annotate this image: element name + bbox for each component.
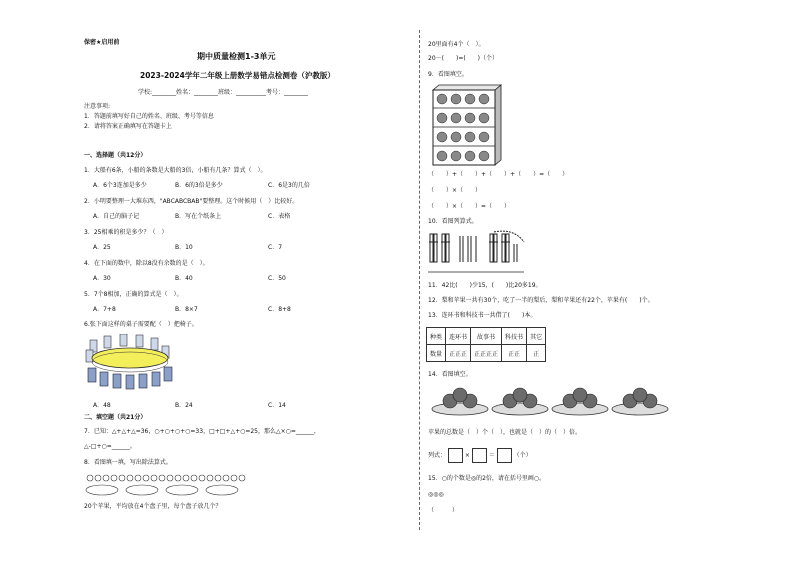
table-cell: 数量 [427, 345, 446, 362]
q14-formula-line [428, 448, 532, 463]
table-cell: 正 [527, 345, 546, 362]
q2-option-b[interactable]: B．写在个纸条上 [175, 213, 222, 220]
question-15: 15．○的个数是◎的2倍，请在括号里画○。 [428, 475, 546, 482]
question-2: 2．小明要整理一大堆东西，"ABCABCBAB"要整理。这个时候用（ ）比较好。 [84, 198, 299, 205]
question-8: 8．看图填一填，写出除法算式。 [84, 459, 172, 466]
equals-sign: ＝ [488, 452, 495, 459]
apple-plates-icon [430, 384, 670, 418]
table-row [427, 345, 546, 362]
question-14: 14．看图填空。 [428, 371, 472, 378]
q4-option-a[interactable]: A．30 [93, 275, 111, 282]
cabinet-icon [429, 84, 503, 166]
table-cell: 正正正 [446, 345, 471, 362]
q6-option-a[interactable]: A．48 [93, 402, 111, 409]
q3-option-c[interactable]: C．7 [268, 244, 283, 251]
q9-row-1: （ ）+（ ）+（ ）+（ ）=（ ） [428, 171, 569, 178]
question-5: 5．7个8相加，正确的算式是（ ）。 [84, 291, 183, 298]
q4-option-b[interactable]: B．40 [175, 275, 193, 282]
answer-box-3[interactable] [497, 448, 512, 463]
answer-box-2[interactable] [472, 448, 487, 463]
answer-box-1[interactable] [448, 448, 463, 463]
q1-option-a[interactable]: A．6个3连加是多少 [93, 182, 147, 189]
note-2: 2．请将答案正确填写在答题卡上 [84, 123, 172, 130]
question-6: 6.张下面这样的桌子需要配（ ）把椅子。 [84, 321, 198, 328]
section2-heading: 二、填空题（共21分） [84, 414, 147, 421]
table-cell: 正正 [502, 345, 527, 362]
table-header-row [427, 328, 546, 345]
q5-option-b[interactable]: B．8×7 [175, 306, 198, 313]
tally-table [426, 327, 546, 362]
q5-option-a[interactable]: A．7+8 [93, 306, 116, 313]
question-7-line2: △-□+○=______。 [84, 443, 136, 450]
question-13: 13．连环书和科技书一共借了( )本。 [428, 312, 537, 319]
page-title: 期中质量检测1-3单元 [197, 52, 276, 61]
q2-option-c[interactable]: C．表格 [268, 213, 291, 220]
question-8-text: 20个苹果，平均放在4个盘子里，每个盘子放几个？ [84, 503, 222, 510]
question-11: 11．42比( )少15，( )比20多19。 [428, 282, 542, 289]
secret-label: 保密★启用前 [84, 39, 120, 46]
plates-icon [84, 473, 264, 497]
question-10: 10．看图列算式。 [428, 218, 478, 225]
q9-row-3: （ ）×（ ）=（ ） [428, 203, 511, 210]
q5-option-c[interactable]: C．8+8 [268, 306, 291, 313]
table-cell: 正正正正 [471, 345, 502, 362]
q6-option-c[interactable]: C．14 [268, 402, 286, 409]
question-9: 9．看图填空。 [428, 71, 468, 78]
student-info-line[interactable]: 学校:________姓名：________班级：__________考号：________ [138, 89, 309, 96]
table-cell: 故事书 [471, 328, 502, 345]
q3-option-a[interactable]: A．25 [93, 244, 111, 251]
q6-option-b[interactable]: B．24 [175, 402, 193, 409]
formula-label: 列式： [428, 452, 447, 459]
question-12: 12．梨和苹果一共有30个，吃了一半的梨后，梨和苹果还有22个，苹果有( )个。 [428, 297, 654, 304]
q15-marks: ◎◎◎ [428, 491, 444, 498]
section1-heading: 一、选择题（共12分） [84, 152, 147, 159]
question-7: 7．已知：△+△+△=36，○+○+○+○=33，□+□+△+○=25，那么△×○=______， [84, 428, 320, 435]
multiply-sign: × [464, 452, 470, 459]
table-cell: 连环书 [446, 328, 471, 345]
q1-option-b[interactable]: B．6的3倍是多少 [175, 182, 223, 189]
sticks-icon [428, 230, 538, 274]
unit-label: （个） [513, 452, 532, 459]
table-cell: 种类 [427, 328, 446, 345]
question-1: 1．大船有6条，小船的条数是大船的3倍，小船有几条？算式（ ）。 [84, 167, 267, 174]
page-subtitle: 2023-2024学年二年级上册数学易错点检测卷（沪教版） [140, 71, 335, 80]
table-cell: 其它 [527, 328, 546, 345]
q9-row-2: （ ）×（ ） [428, 187, 482, 194]
column-divider [419, 30, 420, 530]
right-line-1: 20里面有4个（ ）。 [428, 41, 485, 48]
q14-text: 苹果的总数是（ ）个（ ），也就是（ ）的（ ）倍。 [428, 429, 582, 436]
question-4: 4．在下面的数中，除以8没有余数的是（ ）。 [84, 260, 209, 267]
notes-title: 注意事项: [84, 103, 111, 110]
table-cell: 科技书 [502, 328, 527, 345]
q3-option-b[interactable]: B．10 [175, 244, 193, 251]
right-line-2: 20－( )=( )（个） [428, 55, 499, 62]
question-3: 3．25相乘的积是多少？（ ） [84, 229, 168, 236]
q1-option-c[interactable]: C．6是3的几倍 [268, 182, 310, 189]
crowd-table-icon [84, 334, 174, 394]
q15-blank[interactable]: （ ） [428, 507, 459, 514]
note-1: 1．答题前填写好自己的姓名、班级、考号等信息 [84, 113, 214, 120]
q4-option-c[interactable]: C．50 [268, 275, 286, 282]
q2-option-a[interactable]: A．自己的脑子记 [93, 213, 140, 220]
